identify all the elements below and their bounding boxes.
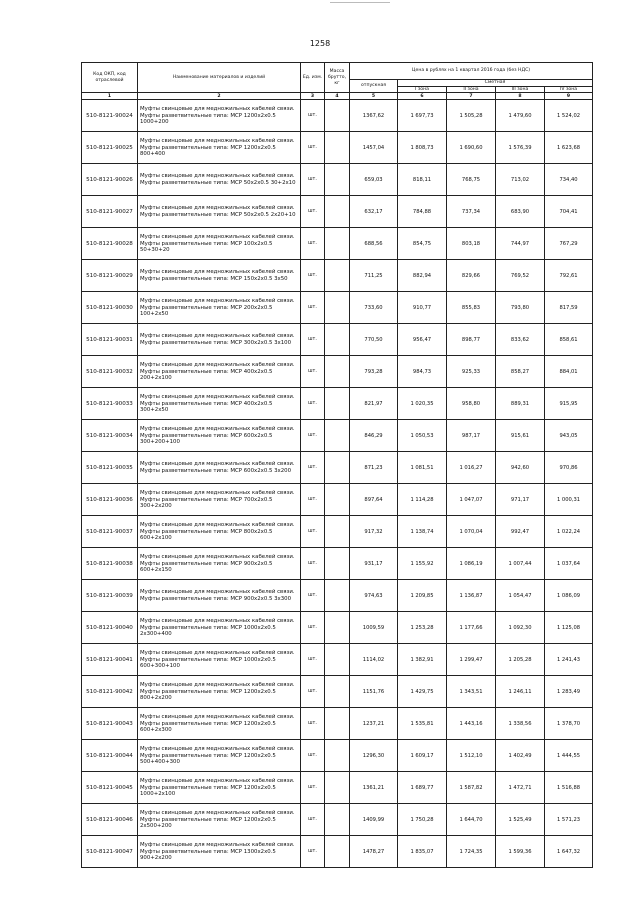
- cell-name: Муфты свинцовые для медножильных кабелей связи. Муфты разветвительные типа: МСР 1200х2х0.5 1000+2х100: [138, 772, 301, 804]
- cell-zone-2-price: 1 644,70: [447, 804, 496, 836]
- table-row: [82, 804, 593, 836]
- cell-code: 510-8121-90028: [82, 228, 138, 260]
- cell-zone-2-price: 898,77: [447, 324, 496, 356]
- table-body: [82, 100, 593, 868]
- cell-zone-3-price: 858,27: [496, 356, 545, 388]
- cell-zone-2-price: 958,80: [447, 388, 496, 420]
- cell-mass: [325, 260, 350, 292]
- cell-unit: шт.: [301, 612, 325, 644]
- cell-zone-4-price: 1 125,08: [545, 612, 593, 644]
- table-row: [82, 100, 593, 132]
- cell-zone-1-price: 1 081,51: [398, 452, 447, 484]
- table-row: [82, 388, 593, 420]
- cell-code: 510-8121-90029: [82, 260, 138, 292]
- table-row: [82, 420, 593, 452]
- cell-unit: шт.: [301, 676, 325, 708]
- cell-otpusk-price: 897,64: [350, 484, 398, 516]
- cell-zone-3-price: 1 007,44: [496, 548, 545, 580]
- cell-unit: шт.: [301, 484, 325, 516]
- cell-code: 510-8121-90025: [82, 132, 138, 164]
- cell-zone-3-price: 683,90: [496, 196, 545, 228]
- table-row: [82, 612, 593, 644]
- cell-otpusk-price: 1151,76: [350, 676, 398, 708]
- cell-name: Муфты свинцовые для медножильных кабелей связи. Муфты разветвительные типа: МСР 300х2х0.5 3х100: [138, 324, 301, 356]
- cell-code: 510-8121-90024: [82, 100, 138, 132]
- cell-zone-2-price: 1 690,60: [447, 132, 496, 164]
- table-row: [82, 836, 593, 868]
- cell-zone-3-price: 1 092,30: [496, 612, 545, 644]
- cell-name: Муфты свинцовые для медножильных кабелей связи. Муфты разветвительные типа: МСР 1300х2х0.5 900+2х200: [138, 836, 301, 868]
- table-row: [82, 452, 593, 484]
- cell-name: Муфты свинцовые для медножильных кабелей связи. Муфты разветвительные типа: МСР 900х2х0.5 3х300: [138, 580, 301, 612]
- cell-unit: шт.: [301, 164, 325, 196]
- cell-zone-4-price: 1 647,32: [545, 836, 593, 868]
- cell-zone-3-price: 713,02: [496, 164, 545, 196]
- column-number: 8: [496, 93, 545, 100]
- cell-name: Муфты свинцовые для медножильных кабелей связи. Муфты разветвительные типа: МСР 1200х2х0.5 2х500+200: [138, 804, 301, 836]
- cell-zone-4-price: 1 524,02: [545, 100, 593, 132]
- column-number-row: [82, 93, 593, 100]
- cell-zone-1-price: 1 114,28: [398, 484, 447, 516]
- cell-zone-3-price: 1 525,49: [496, 804, 545, 836]
- cell-mass: [325, 324, 350, 356]
- cell-code: 510-8121-90036: [82, 484, 138, 516]
- cell-zone-1-price: 1 050,53: [398, 420, 447, 452]
- cell-name: Муфты свинцовые для медножильных кабелей связи. Муфты разветвительные типа: МСР 100х2х0.5 50+30+20: [138, 228, 301, 260]
- cell-name: Муфты свинцовые для медножильных кабелей связи. Муфты разветвительные типа: МСР 600х2х0.5 3х200: [138, 452, 301, 484]
- cell-unit: шт.: [301, 804, 325, 836]
- cell-zone-4-price: 915,95: [545, 388, 593, 420]
- cell-zone-4-price: 970,86: [545, 452, 593, 484]
- cell-zone-2-price: 1 443,16: [447, 708, 496, 740]
- cell-unit: шт.: [301, 356, 325, 388]
- cell-mass: [325, 804, 350, 836]
- cell-zone-1-price: 1 020,35: [398, 388, 447, 420]
- cell-zone-1-price: 910,77: [398, 292, 447, 324]
- cell-unit: шт.: [301, 324, 325, 356]
- cell-otpusk-price: 1114,02: [350, 644, 398, 676]
- cell-zone-3-price: 971,17: [496, 484, 545, 516]
- cell-name: Муфты свинцовые для медножильных кабелей связи. Муфты разветвительные типа: МСР 900х2х0.5 600+2х150: [138, 548, 301, 580]
- cell-zone-2-price: 1 299,47: [447, 644, 496, 676]
- cell-zone-4-price: 1 037,64: [545, 548, 593, 580]
- cell-mass: [325, 196, 350, 228]
- cell-mass: [325, 708, 350, 740]
- cell-otpusk-price: 974,63: [350, 580, 398, 612]
- table-row: [82, 740, 593, 772]
- cell-zone-2-price: 1 343,51: [447, 676, 496, 708]
- cell-unit: шт.: [301, 452, 325, 484]
- cell-mass: [325, 516, 350, 548]
- cell-mass: [325, 772, 350, 804]
- cell-zone-1-price: 1 689,77: [398, 772, 447, 804]
- cell-unit: шт.: [301, 580, 325, 612]
- cell-zone-2-price: 855,83: [447, 292, 496, 324]
- cell-zone-3-price: 1 338,56: [496, 708, 545, 740]
- table-row: [82, 164, 593, 196]
- cell-name: Муфты свинцовые для медножильных кабелей связи. Муфты разветвительные типа: МСР 800х2х0.5 600+2х100: [138, 516, 301, 548]
- cell-zone-1-price: 784,88: [398, 196, 447, 228]
- cell-otpusk-price: 1457,04: [350, 132, 398, 164]
- cell-name: Муфты свинцовые для медножильных кабелей связи. Муфты разветвительные типа: МСР 1200х2х0.5 800+2х200: [138, 676, 301, 708]
- cell-zone-3-price: 1 479,60: [496, 100, 545, 132]
- cell-mass: [325, 580, 350, 612]
- cell-unit: шт.: [301, 548, 325, 580]
- cell-otpusk-price: 793,28: [350, 356, 398, 388]
- cell-otpusk-price: 931,17: [350, 548, 398, 580]
- cell-zone-1-price: 882,94: [398, 260, 447, 292]
- cell-zone-2-price: 1 086,19: [447, 548, 496, 580]
- cell-unit: шт.: [301, 132, 325, 164]
- cell-unit: шт.: [301, 740, 325, 772]
- cell-zone-2-price: 1 070,04: [447, 516, 496, 548]
- cell-name: Муфты свинцовые для медножильных кабелей связи. Муфты разветвительные типа: МСР 1200х2х0.5 600+2х300: [138, 708, 301, 740]
- cell-otpusk-price: 1009,59: [350, 612, 398, 644]
- table-row: [82, 228, 593, 260]
- cell-otpusk-price: 632,17: [350, 196, 398, 228]
- cell-zone-1-price: 1 253,28: [398, 612, 447, 644]
- cell-unit: шт.: [301, 516, 325, 548]
- cell-zone-2-price: 987,17: [447, 420, 496, 452]
- cell-zone-3-price: 1 599,36: [496, 836, 545, 868]
- cell-mass: [325, 548, 350, 580]
- cell-unit: шт.: [301, 836, 325, 868]
- cell-zone-1-price: 1 808,73: [398, 132, 447, 164]
- cell-zone-2-price: 925,33: [447, 356, 496, 388]
- cell-zone-2-price: 1 505,28: [447, 100, 496, 132]
- cell-otpusk-price: 846,29: [350, 420, 398, 452]
- cell-unit: шт.: [301, 228, 325, 260]
- cell-zone-2-price: 1 016,27: [447, 452, 496, 484]
- cell-zone-2-price: 768,75: [447, 164, 496, 196]
- cell-zone-1-price: 1 382,91: [398, 644, 447, 676]
- column-number: 7: [447, 93, 496, 100]
- cell-zone-4-price: 1 444,55: [545, 740, 593, 772]
- cell-zone-1-price: 818,11: [398, 164, 447, 196]
- cell-zone-1-price: 956,47: [398, 324, 447, 356]
- cell-otpusk-price: 1361,21: [350, 772, 398, 804]
- cell-zone-3-price: 889,31: [496, 388, 545, 420]
- cell-zone-2-price: 1 587,82: [447, 772, 496, 804]
- cell-zone-4-price: 1 022,24: [545, 516, 593, 548]
- table-row: [82, 708, 593, 740]
- cell-zone-1-price: 1 155,92: [398, 548, 447, 580]
- table-row: [82, 356, 593, 388]
- header-zone-4: IV зона: [545, 86, 593, 93]
- header-unit: Ед. изм.: [301, 63, 325, 93]
- cell-zone-1-price: 1 750,28: [398, 804, 447, 836]
- cell-zone-2-price: 1 512,10: [447, 740, 496, 772]
- cell-otpusk-price: 659,03: [350, 164, 398, 196]
- cell-name: Муфты свинцовые для медножильных кабелей связи. Муфты разветвительные типа: МСР 600х2х0.5 300+200+100: [138, 420, 301, 452]
- cell-zone-4-price: 943,05: [545, 420, 593, 452]
- price-table: [81, 62, 593, 868]
- cell-zone-4-price: 704,41: [545, 196, 593, 228]
- cell-zone-4-price: 1 378,70: [545, 708, 593, 740]
- cell-mass: [325, 644, 350, 676]
- table-row: [82, 324, 593, 356]
- cell-zone-1-price: 1 535,81: [398, 708, 447, 740]
- cell-name: Муфты свинцовые для медножильных кабелей связи. Муфты разветвительные типа: МСР 1000х2х0.5 600+300+100: [138, 644, 301, 676]
- cell-otpusk-price: 871,23: [350, 452, 398, 484]
- cell-zone-4-price: 734,40: [545, 164, 593, 196]
- cell-otpusk-price: 688,56: [350, 228, 398, 260]
- table-row: [82, 132, 593, 164]
- cell-code: 510-8121-90035: [82, 452, 138, 484]
- cell-zone-3-price: 1 402,49: [496, 740, 545, 772]
- column-number: 6: [398, 93, 447, 100]
- cell-mass: [325, 420, 350, 452]
- cell-name: Муфты свинцовые для медножильных кабелей связи. Муфты разветвительные типа: МСР 50х2х0.5 2х20+10: [138, 196, 301, 228]
- cell-otpusk-price: 821,97: [350, 388, 398, 420]
- cell-zone-4-price: 1 086,09: [545, 580, 593, 612]
- cell-zone-2-price: 1 177,66: [447, 612, 496, 644]
- cell-zone-3-price: 1 054,47: [496, 580, 545, 612]
- cell-code: 510-8121-90046: [82, 804, 138, 836]
- column-number: 2: [138, 93, 301, 100]
- header-smetnaya: Сметная: [398, 80, 593, 87]
- cell-code: 510-8121-90037: [82, 516, 138, 548]
- cell-name: Муфты свинцовые для медножильных кабелей связи. Муфты разветвительные типа: МСР 1200х2х0.5 800+400: [138, 132, 301, 164]
- cell-zone-2-price: 829,66: [447, 260, 496, 292]
- table-row: [82, 644, 593, 676]
- cell-unit: шт.: [301, 420, 325, 452]
- cell-mass: [325, 356, 350, 388]
- cell-mass: [325, 740, 350, 772]
- cell-zone-3-price: 1 246,11: [496, 676, 545, 708]
- cell-mass: [325, 388, 350, 420]
- header-zone-2: II зона: [447, 86, 496, 93]
- cell-zone-4-price: 1 283,49: [545, 676, 593, 708]
- header-otpusk: отпускная: [350, 80, 398, 93]
- cell-zone-4-price: 1 571,23: [545, 804, 593, 836]
- cell-zone-3-price: 992,47: [496, 516, 545, 548]
- cell-mass: [325, 452, 350, 484]
- cell-code: 510-8121-90042: [82, 676, 138, 708]
- cell-zone-1-price: 1 138,74: [398, 516, 447, 548]
- cell-zone-3-price: 1 205,28: [496, 644, 545, 676]
- cell-code: 510-8121-90031: [82, 324, 138, 356]
- cell-mass: [325, 836, 350, 868]
- cell-code: 510-8121-90034: [82, 420, 138, 452]
- table-row: [82, 292, 593, 324]
- cell-zone-4-price: 1 241,43: [545, 644, 593, 676]
- cell-otpusk-price: 770,50: [350, 324, 398, 356]
- cell-zone-4-price: 792,61: [545, 260, 593, 292]
- cell-otpusk-price: 711,25: [350, 260, 398, 292]
- cell-zone-4-price: 884,01: [545, 356, 593, 388]
- cell-zone-2-price: 1 724,35: [447, 836, 496, 868]
- cell-name: Муфты свинцовые для медножильных кабелей связи. Муфты разветвительные типа: МСР 1000х2х0.5 2х300+400: [138, 612, 301, 644]
- cell-otpusk-price: 1367,62: [350, 100, 398, 132]
- cell-mass: [325, 292, 350, 324]
- cell-mass: [325, 228, 350, 260]
- cell-mass: [325, 100, 350, 132]
- column-number: 5: [350, 93, 398, 100]
- cell-unit: шт.: [301, 708, 325, 740]
- cell-zone-3-price: 744,97: [496, 228, 545, 260]
- table-row: [82, 196, 593, 228]
- cell-unit: шт.: [301, 100, 325, 132]
- cell-otpusk-price: 1478,27: [350, 836, 398, 868]
- cell-otpusk-price: 917,32: [350, 516, 398, 548]
- table-row: [82, 580, 593, 612]
- cell-code: 510-8121-90040: [82, 612, 138, 644]
- cell-zone-3-price: 833,62: [496, 324, 545, 356]
- cell-zone-4-price: 1 000,31: [545, 484, 593, 516]
- cell-zone-4-price: 858,61: [545, 324, 593, 356]
- cell-code: 510-8121-90047: [82, 836, 138, 868]
- cell-mass: [325, 484, 350, 516]
- table-row: [82, 260, 593, 292]
- cell-zone-2-price: 1 047,07: [447, 484, 496, 516]
- header-code: Код ОКП, код отраслевой: [82, 63, 138, 93]
- cell-name: Муфты свинцовые для медножильных кабелей связи. Муфты разветвительные типа: МСР 400х2х0.5 200+2х100: [138, 356, 301, 388]
- cell-code: 510-8121-90030: [82, 292, 138, 324]
- cell-otpusk-price: 1237,21: [350, 708, 398, 740]
- cell-zone-4-price: 767,29: [545, 228, 593, 260]
- cell-code: 510-8121-90027: [82, 196, 138, 228]
- cell-unit: шт.: [301, 292, 325, 324]
- cell-code: 510-8121-90032: [82, 356, 138, 388]
- cell-code: 510-8121-90026: [82, 164, 138, 196]
- cell-code: 510-8121-90044: [82, 740, 138, 772]
- cell-zone-3-price: 1 472,71: [496, 772, 545, 804]
- cell-zone-4-price: 1 516,88: [545, 772, 593, 804]
- cell-code: 510-8121-90039: [82, 580, 138, 612]
- header-price-group: Цена в рублях на 1 квартал 2016 года (без НДС): [350, 63, 593, 80]
- cell-zone-4-price: 817,59: [545, 292, 593, 324]
- cell-zone-2-price: 1 136,87: [447, 580, 496, 612]
- cell-zone-1-price: 1 209,85: [398, 580, 447, 612]
- table-row: [82, 676, 593, 708]
- cell-unit: шт.: [301, 196, 325, 228]
- cell-name: Муфты свинцовые для медножильных кабелей связи. Муфты разветвительные типа: МСР 1200х2х0.5 1000+200: [138, 100, 301, 132]
- cell-zone-1-price: 1 835,07: [398, 836, 447, 868]
- column-number: 3: [301, 93, 325, 100]
- cell-zone-3-price: 793,80: [496, 292, 545, 324]
- cell-zone-1-price: 854,75: [398, 228, 447, 260]
- cell-otpusk-price: 733,60: [350, 292, 398, 324]
- cell-zone-1-price: 1 697,73: [398, 100, 447, 132]
- cell-mass: [325, 164, 350, 196]
- header-name: Наименование материалов и изделий: [138, 63, 301, 93]
- cell-name: Муфты свинцовые для медножильных кабелей связи. Муфты разветвительные типа: МСР 50х2х0.5 30+2х10: [138, 164, 301, 196]
- cell-zone-2-price: 803,18: [447, 228, 496, 260]
- cell-name: Муфты свинцовые для медножильных кабелей связи. Муфты разветвительные типа: МСР 1200х2х0.5 500+400+300: [138, 740, 301, 772]
- cell-zone-1-price: 984,73: [398, 356, 447, 388]
- table-header: [82, 63, 593, 100]
- cell-otpusk-price: 1409,99: [350, 804, 398, 836]
- table-row: [82, 516, 593, 548]
- cell-unit: шт.: [301, 644, 325, 676]
- cell-zone-4-price: 1 623,68: [545, 132, 593, 164]
- cell-unit: шт.: [301, 388, 325, 420]
- cell-zone-3-price: 942,60: [496, 452, 545, 484]
- cell-code: 510-8121-90033: [82, 388, 138, 420]
- scan-edge-line: [330, 2, 390, 3]
- header-zone-1: I зона: [398, 86, 447, 93]
- cell-zone-1-price: 1 429,75: [398, 676, 447, 708]
- table-row: [82, 548, 593, 580]
- cell-zone-2-price: 737,34: [447, 196, 496, 228]
- cell-otpusk-price: 1296,30: [350, 740, 398, 772]
- cell-code: 510-8121-90041: [82, 644, 138, 676]
- cell-mass: [325, 612, 350, 644]
- cell-zone-3-price: 769,52: [496, 260, 545, 292]
- cell-name: Муфты свинцовые для медножильных кабелей связи. Муфты разветвительные типа: МСР 150х2х0.5 3х50: [138, 260, 301, 292]
- header-mass: Масса брутто, кг: [325, 63, 350, 93]
- cell-mass: [325, 132, 350, 164]
- cell-code: 510-8121-90045: [82, 772, 138, 804]
- column-number: 9: [545, 93, 593, 100]
- table-row: [82, 772, 593, 804]
- cell-code: 510-8121-90043: [82, 708, 138, 740]
- column-number: 1: [82, 93, 138, 100]
- cell-name: Муфты свинцовые для медножильных кабелей связи. Муфты разветвительные типа: МСР 400х2х0.5 300+2х50: [138, 388, 301, 420]
- cell-name: Муфты свинцовые для медножильных кабелей связи. Муфты разветвительные типа: МСР 200х2х0.5 100+2х50: [138, 292, 301, 324]
- column-number: 4: [325, 93, 350, 100]
- cell-unit: шт.: [301, 260, 325, 292]
- table-row: [82, 484, 593, 516]
- cell-mass: [325, 676, 350, 708]
- cell-name: Муфты свинцовые для медножильных кабелей связи. Муфты разветвительные типа: МСР 700х2х0.5 300+2х200: [138, 484, 301, 516]
- cell-code: 510-8121-90038: [82, 548, 138, 580]
- cell-zone-3-price: 1 576,39: [496, 132, 545, 164]
- cell-unit: шт.: [301, 772, 325, 804]
- cell-zone-3-price: 915,61: [496, 420, 545, 452]
- page-number: 1258: [309, 39, 331, 48]
- cell-zone-1-price: 1 609,17: [398, 740, 447, 772]
- header-zone-3: III зона: [496, 86, 545, 93]
